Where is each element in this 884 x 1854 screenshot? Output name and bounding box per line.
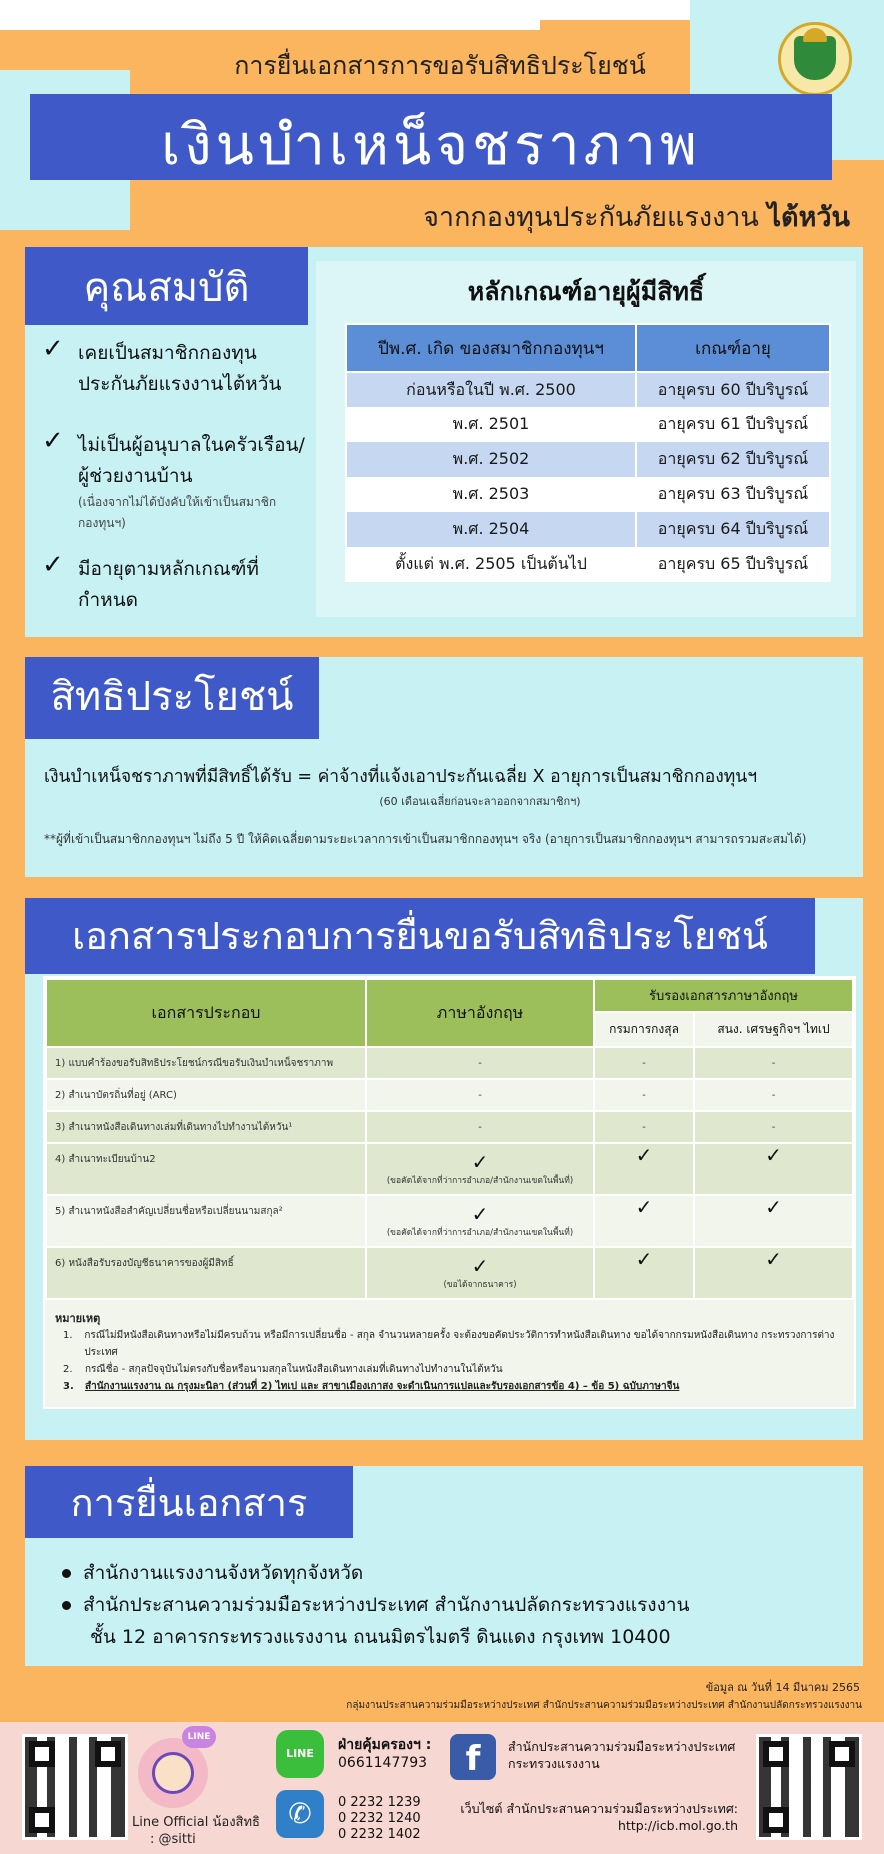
line-official-name: Line Official น้องสิทธิ bbox=[132, 1815, 260, 1830]
qr-corner-marker bbox=[29, 1807, 55, 1833]
phone-number[interactable]: 0 2232 1239 bbox=[338, 1795, 421, 1810]
benefits-heading: สิทธิประโยชน์ bbox=[50, 674, 294, 720]
english-source-note: (ขอคัดได้จากที่ว่าการอำเภอ/สำนักงานเขตในพื้นที่) bbox=[386, 1176, 574, 1186]
office-text: สำนักงานแรงงานจังหวัดทุกจังหวัด bbox=[83, 1562, 364, 1584]
doc-name-cell: 2) สำเนาบัตรถิ่นที่อยู่ (ARC) bbox=[46, 1079, 366, 1111]
phone-icon: ✆ bbox=[276, 1790, 324, 1838]
doc-name-cell: 1) แบบคำร้องขอรับสิทธิประโยชน์กรณีขอรับเงินบำเหน็จชราภาพ bbox=[46, 1047, 366, 1079]
check-icon: ✓ bbox=[42, 550, 64, 580]
documents-heading: เอกสารประกอบการยื่นขอรับสิทธิประโยชน์ bbox=[72, 914, 768, 958]
age-cell: อายุครบ 63 ปีบริบูรณ์ bbox=[636, 477, 830, 512]
facebook-line: กระทรวงแรงงาน bbox=[508, 1756, 600, 1771]
doc-name-cell: 6) หนังสือรับรองบัญชีธนาคารของผู้มีสิทธิ์ bbox=[46, 1247, 366, 1299]
header-decor-white bbox=[0, 0, 540, 30]
qualification-note: (เนื่องจากไม่ได้บังคับให้เข้าเป็นสมาชิก bbox=[78, 495, 277, 509]
qr-corner-marker bbox=[95, 1741, 121, 1767]
age-cell: อายุครบ 62 ปีบริบูรณ์ bbox=[636, 442, 830, 477]
phone-list bbox=[338, 1795, 421, 1843]
birth-year-cell: พ.ศ. 2502 bbox=[346, 442, 636, 477]
age-col-birth-header: ปีพ.ศ. เกิด ของสมาชิกกองทุนฯ bbox=[346, 324, 636, 372]
birth-year-cell: พ.ศ. 2503 bbox=[346, 477, 636, 512]
consular-cell bbox=[594, 1247, 694, 1299]
check-icon: ✓ bbox=[635, 1247, 653, 1271]
note-text: กรณีไม่มีหนังสือเดินทางหรือไม่มีครบถ้วน หรือมีการเปลี่ยนชื่อ - สกุล จำนวนหลายครั้ง จะต้องขอคัดประวัติการทำหนังสือเดินทาง ขอได้จากกรมหนังสือเดินทาง กระทรวงการต่างประเทศ bbox=[84, 1330, 835, 1358]
website-info bbox=[450, 1800, 738, 1834]
english-cell bbox=[366, 1143, 594, 1195]
qr-corner-marker bbox=[29, 1741, 55, 1767]
office-text: สำนักประสานความร่วมมือระหว่างประเทศ สำนักงานปลัดกระทรวงแรงงาน bbox=[83, 1594, 690, 1616]
page-title: เงินบำเหน็จชราภาพ bbox=[161, 113, 701, 178]
office-address: ชั้น 12 อาคารกระทรวงแรงงาน ถนนมิตรไมตรี ดินแดง กรุงเทพ 10400 bbox=[90, 1626, 671, 1648]
qualification-note: กองทุนฯ) bbox=[78, 516, 126, 530]
mascot-face-icon bbox=[152, 1752, 194, 1794]
website-qr-code[interactable] bbox=[756, 1734, 862, 1840]
age-col-age-header: เกณฑ์อายุ bbox=[636, 324, 830, 372]
check-icon: ✓ bbox=[471, 1202, 489, 1226]
note-number: 3. bbox=[63, 1381, 74, 1392]
website-url[interactable]: http://icb.mol.go.th bbox=[618, 1818, 738, 1833]
notes-title: หมายเหตุ bbox=[55, 1312, 101, 1325]
note-number: 2. bbox=[63, 1364, 73, 1375]
table-row bbox=[346, 547, 830, 582]
facebook-line: สำนักประสานความร่วมมือระหว่างประเทศ bbox=[508, 1739, 736, 1754]
birth-year-cell: ตั้งแต่ พ.ศ. 2505 เป็นต้นไป bbox=[346, 547, 636, 582]
consular-cell bbox=[594, 1195, 694, 1247]
qualification-line: มีอายุตามหลักเกณฑ์ที่ bbox=[78, 558, 259, 580]
english-cell bbox=[366, 1195, 594, 1247]
english-col-header: ภาษาอังกฤษ bbox=[366, 979, 594, 1047]
benefit-formula: เงินบำเหน็จชราภาพที่มีสิทธิ์ได้รับ = ค่าจ้างที่แจ้งเอาประกันเฉลี่ย X อายุการเป็นสมาชิกกองทุนฯ bbox=[44, 767, 758, 787]
check-icon: ✓ bbox=[471, 1150, 489, 1174]
doc-name-cell: 4) สำเนาทะเบียนบ้าน2 bbox=[46, 1143, 366, 1195]
submission-office-item bbox=[62, 1557, 363, 1589]
doc-name-cell: 5) สำเนาหนังสือสำคัญเปลี่ยนชื่อหรือเปลี่ยนนามสกุล² bbox=[46, 1195, 366, 1247]
birth-year-cell: ก่อนหรือในปี พ.ศ. 2500 bbox=[346, 372, 636, 407]
ministry-seal-emblem bbox=[794, 36, 836, 80]
facebook-icon[interactable]: f bbox=[450, 1734, 496, 1780]
table-row bbox=[46, 1143, 853, 1195]
note-text: กรณีชื่อ - สกุลปัจจุบันไม่ตรงกับชื่อหรือนามสกุลในหนังสือเดินทางเล่มที่เดินทางไปทำงานในไต้หวัน bbox=[85, 1364, 503, 1375]
page-tagline bbox=[300, 195, 850, 238]
qr-corner-marker bbox=[763, 1741, 789, 1767]
english-cell bbox=[366, 1247, 594, 1299]
department-credit: กลุ่มงานประสานความร่วมมือระหว่างประเทศ สำนักประสานความร่วมมือระหว่างประเทศ สำนักงานปลัดกระทรวงแรงงาน bbox=[346, 1700, 862, 1711]
table-row bbox=[46, 1195, 853, 1247]
english-cell: - bbox=[366, 1079, 594, 1111]
age-cell: อายุครบ 64 ปีบริบูรณ์ bbox=[636, 512, 830, 547]
age-cell: อายุครบ 60 ปีบริบูรณ์ bbox=[636, 372, 830, 407]
qualification-item bbox=[42, 550, 259, 616]
note-item bbox=[55, 1361, 844, 1378]
qualification-item bbox=[42, 426, 305, 534]
consular-cell: - bbox=[594, 1111, 694, 1143]
english-cell: - bbox=[366, 1111, 594, 1143]
submission-heading: การยื่นเอกสาร bbox=[70, 1481, 308, 1525]
line-badge-icon: LINE bbox=[182, 1726, 216, 1748]
teco-cell: - bbox=[694, 1079, 853, 1111]
consular-cell: - bbox=[594, 1047, 694, 1079]
english-cell: - bbox=[366, 1047, 594, 1079]
line-qr-code[interactable] bbox=[22, 1734, 128, 1840]
note-item bbox=[55, 1378, 844, 1395]
facebook-page-name[interactable] bbox=[508, 1738, 735, 1772]
consular-col-header: กรมการกงสุล bbox=[594, 1012, 694, 1047]
table-row bbox=[46, 1111, 853, 1143]
line-official-label[interactable] bbox=[132, 1814, 260, 1848]
qr-corner-marker bbox=[763, 1807, 789, 1833]
check-icon: ✓ bbox=[765, 1247, 782, 1271]
english-source-note: (ขอคัดได้จากที่ว่าการอำเภอ/สำนักงานเขตในพื้นที่) bbox=[386, 1228, 574, 1238]
consular-cell: - bbox=[594, 1079, 694, 1111]
check-icon: ✓ bbox=[635, 1195, 653, 1219]
check-icon: ✓ bbox=[635, 1143, 653, 1167]
tagline-prefix: จากกองทุนประกันภัยแรงงาน bbox=[423, 202, 768, 233]
check-icon: ✓ bbox=[42, 426, 64, 456]
qualification-line: ผู้ช่วยงานบ้าน bbox=[78, 465, 193, 487]
page-subtitle: การยื่นเอกสารการขอรับสิทธิประโยชน์ bbox=[234, 51, 646, 80]
qualification-line: ไม่เป็นผู้อนุบาลในครัวเรือน/ bbox=[78, 434, 305, 456]
table-row bbox=[46, 1079, 853, 1111]
benefit-formula-note: (60 เดือนเฉลี่ยก่อนจะลาออกจากสมาชิกฯ) bbox=[379, 795, 581, 808]
qualification-line: ประกันภัยแรงงานไต้หวัน bbox=[78, 373, 282, 395]
bullet-icon bbox=[62, 1601, 71, 1610]
bullet-icon bbox=[62, 1569, 71, 1578]
check-icon: ✓ bbox=[765, 1195, 782, 1219]
teco-cell bbox=[694, 1143, 853, 1195]
age-cell: อายุครบ 65 ปีบริบูรณ์ bbox=[636, 547, 830, 582]
table-row bbox=[346, 512, 830, 547]
line-app-icon[interactable]: LINE bbox=[276, 1730, 324, 1778]
line-official-id: : @sitti bbox=[150, 1832, 196, 1847]
qualifications-heading: คุณสมบัติ bbox=[83, 265, 250, 311]
english-source-note: (ขอได้จากธนาคาร) bbox=[443, 1280, 517, 1290]
birth-year-cell: พ.ศ. 2501 bbox=[346, 407, 636, 442]
protection-contact bbox=[338, 1736, 431, 1772]
submission-office-item bbox=[62, 1589, 690, 1653]
note-item bbox=[55, 1327, 844, 1361]
tagline-country: ไต้หวัน bbox=[767, 202, 850, 233]
age-criteria-title: หลักเกณฑ์อายุผู้มีสิทธิ์ bbox=[467, 277, 705, 306]
teco-col-header: สนง. เศรษฐกิจฯ ไทเป bbox=[694, 1012, 853, 1047]
qualification-line: กำหนด bbox=[78, 589, 139, 611]
header-decor-white-right bbox=[540, 0, 690, 20]
protection-phone[interactable]: 0661147793 bbox=[338, 1755, 428, 1771]
consular-cell bbox=[594, 1143, 694, 1195]
phone-number[interactable]: 0 2232 1240 bbox=[338, 1811, 421, 1826]
teco-cell bbox=[694, 1247, 853, 1299]
note-text: สำนักงานแรงงาน ณ กรุงมะนิลา (ส่วนที่ 2) ไทเป และ สาขาเมืองเกาสง จะดำเนินการแปลและรับรองเอกสารข้อ 4) – ข้อ 5) ฉบับภาษาจีน bbox=[85, 1381, 680, 1392]
table-row bbox=[346, 407, 830, 442]
benefit-footnote: **ผู้ที่เข้าเป็นสมาชิกกองทุนฯ ไม่ถึง 5 ปี ให้คิดเฉลี่ยตามระยะเวลาการเข้าเป็นสมาชิกกองทุนฯ จริง (อายุการเป็นสมาชิกกองทุนฯ สามารถรวมสะสมได้) bbox=[44, 832, 807, 846]
certify-col-header: รับรองเอกสารภาษาอังกฤษ bbox=[594, 979, 853, 1012]
doc-name-cell: 3) สำเนาหนังสือเดินทางเล่มที่เดินทางไปทำงานไต้หวัน¹ bbox=[46, 1111, 366, 1143]
note-number: 1. bbox=[63, 1330, 73, 1341]
qr-corner-marker bbox=[829, 1741, 855, 1767]
age-criteria-table bbox=[345, 323, 831, 582]
table-row bbox=[346, 442, 830, 477]
table-row bbox=[46, 1047, 853, 1079]
check-icon: ✓ bbox=[765, 1143, 782, 1167]
documents-table-container bbox=[43, 976, 856, 1409]
documents-table bbox=[45, 978, 854, 1300]
phone-number[interactable]: 0 2232 1402 bbox=[338, 1827, 421, 1842]
table-row bbox=[46, 1247, 853, 1299]
documents-notes bbox=[45, 1300, 854, 1407]
check-icon: ✓ bbox=[471, 1254, 489, 1278]
teco-cell bbox=[694, 1195, 853, 1247]
protection-label: ฝ่ายคุ้มครองฯ : bbox=[338, 1737, 432, 1753]
teco-cell: - bbox=[694, 1111, 853, 1143]
birth-year-cell: พ.ศ. 2504 bbox=[346, 512, 636, 547]
age-cell: อายุครบ 61 ปีบริบูรณ์ bbox=[636, 407, 830, 442]
table-row bbox=[346, 477, 830, 512]
doc-col-header: เอกสารประกอบ bbox=[46, 979, 366, 1047]
qualification-line: เคยเป็นสมาชิกกองทุน bbox=[78, 342, 257, 364]
website-label: เว็บไซต์ สำนักประสานความร่วมมือระหว่างประเทศ: bbox=[460, 1801, 738, 1816]
check-icon: ✓ bbox=[42, 334, 64, 364]
teco-cell: - bbox=[694, 1047, 853, 1079]
qualification-item bbox=[42, 334, 282, 400]
table-row bbox=[346, 372, 830, 407]
data-date: ข้อมูล ณ วันที่ 14 มีนาคม 2565 bbox=[705, 1681, 860, 1694]
